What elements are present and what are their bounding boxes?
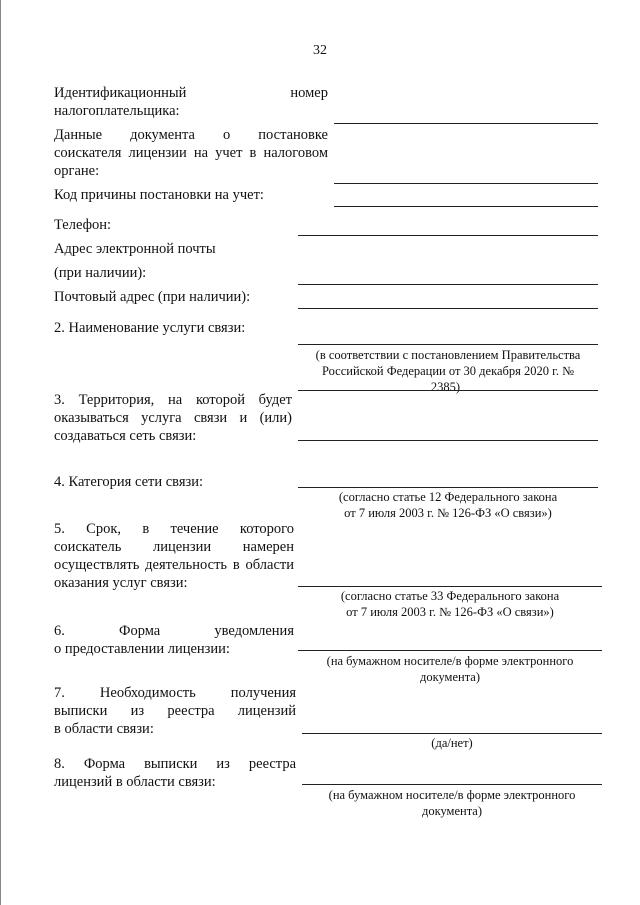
section-3-top-line (298, 390, 598, 391)
tax-doc-input-line[interactable] (334, 183, 598, 184)
email-label-line1: Адрес электронной почты (54, 241, 216, 257)
tax-doc-label (54, 126, 328, 180)
page-number: 32 (313, 43, 327, 58)
section-7-label (54, 684, 296, 738)
section-5-hint-line1: (согласно статье 33 Федерального закона (340, 589, 560, 603)
tax-doc-line2: соискателя лицензии на учет в налоговом (54, 145, 328, 161)
postal-input-line[interactable] (298, 308, 598, 309)
kpp-label: Код причины постановки на учет: (54, 187, 264, 203)
section-8-hint-line2: документа) (421, 804, 483, 818)
inn-label-word2: номер (290, 85, 328, 101)
section-2-hint (298, 347, 598, 395)
section-6-hint-line2: документа) (419, 670, 481, 684)
section-2-input-line[interactable] (298, 344, 598, 345)
section-3-line2: оказываться услуга связи и (или) (54, 410, 292, 426)
section-6-hint-line1: (на бумажном носителе/в форме электронного (326, 654, 574, 668)
section-4-label: 4. Категория сети связи: (54, 474, 204, 490)
email-input-line[interactable] (298, 284, 598, 285)
section-8-hint (302, 787, 602, 819)
section-7-line3: в области связи: (54, 721, 154, 737)
section-8-input-line[interactable] (302, 784, 602, 785)
section-2-hint-line3: 2385) (430, 380, 460, 394)
phone-input-line[interactable] (298, 235, 598, 236)
inn-input-line[interactable] (334, 123, 598, 124)
section-2-label: 2. Наименование услуги связи: (54, 320, 246, 336)
section-3-label (54, 391, 292, 445)
section-4-hint-line2: от 7 июля 2003 г. № 126-ФЗ «О связи») (344, 506, 552, 520)
section-6-input-line[interactable] (298, 650, 602, 651)
section-2-hint-line1: (в соответствии с постановлением Правительства (315, 348, 581, 362)
inn-label (54, 84, 328, 120)
section-8-line2: лицензий в области связи: (54, 774, 216, 790)
tax-doc-line3: органе: (54, 163, 100, 179)
inn-label-word1: Идентификационный (54, 85, 187, 101)
phone-label: Телефон: (54, 217, 112, 233)
section-6-label (54, 622, 294, 658)
section-7-line2: выписки из реестра лицензий (54, 703, 296, 719)
section-6-hint (298, 653, 602, 685)
section-5-hint (298, 588, 602, 620)
section-5-line2: соискатель лицензии намерен (54, 539, 294, 555)
section-3-input-line[interactable] (298, 440, 598, 441)
section-5-input-line[interactable] (298, 586, 602, 587)
section-6-line1: 6. Форма уведомления (54, 623, 294, 639)
section-8-line1: 8. Форма выписки из реестра (54, 756, 296, 772)
section-6-line2: о предоставлении лицензии: (54, 641, 230, 657)
tax-doc-line1: Данные документа о постановке (54, 127, 328, 143)
section-3-line1: 3. Территория, на которой будет (54, 392, 292, 408)
section-8-label (54, 755, 296, 791)
section-5-line3: осуществлять деятельность в области (54, 557, 294, 573)
section-5-line4: оказания услуг связи: (54, 575, 188, 591)
section-3-line3: создаваться сеть связи: (54, 428, 197, 444)
section-4-input-line[interactable] (298, 487, 598, 488)
section-7-input-line[interactable] (302, 733, 602, 734)
postal-label: Почтовый адрес (при наличии): (54, 289, 251, 305)
section-2-hint-line2: Российской Федерации от 30 декабря 2020 г. № (321, 364, 575, 378)
section-5-label (54, 520, 294, 592)
inn-label-line2: налогоплательщика: (54, 103, 180, 119)
section-5-line1: 5. Срок, в течение которого (54, 521, 294, 537)
section-5-hint-line2: от 7 июля 2003 г. № 126-ФЗ «О связи») (346, 605, 554, 619)
section-8-hint-line1: (на бумажном носителе/в форме электронного (328, 788, 576, 802)
kpp-input-line[interactable] (334, 206, 598, 207)
section-4-hint-line1: (согласно статье 12 Федерального закона (338, 490, 558, 504)
section-4-hint (298, 489, 598, 521)
page-edge (0, 0, 1, 905)
email-label-line2: (при наличии): (54, 265, 147, 281)
section-7-hint: (да/нет) (431, 736, 473, 750)
section-7-line1: 7. Необходимость получения (54, 685, 296, 701)
